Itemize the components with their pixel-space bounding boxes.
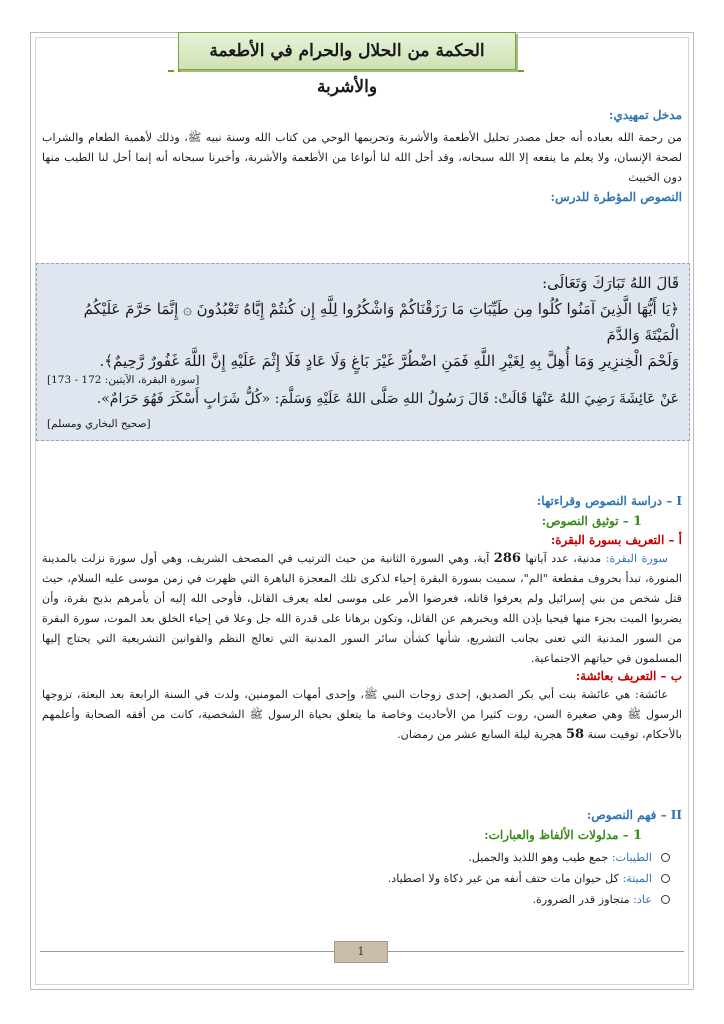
vocab-definition: جمع طيب وهو اللذيذ والجميل. [468,851,612,864]
vocab-definition: متجاوز قدر الضرورة. [532,893,634,906]
aisha-text-part2: هجرية ليلة السابع عشر من رمضان. [397,728,566,741]
hadith-reference: [صحيح البخاري ومسلم] [47,418,151,430]
circle-bullet-icon [661,874,670,883]
circle-bullet-icon [661,895,670,904]
list-item [42,868,682,889]
page-title: الحكمة من الحلال والحرام في الأطعمة والأشربة [178,32,516,70]
section-1-number: I [676,494,682,508]
section-2 [42,808,682,910]
subsection-1-number: 1 [632,514,642,529]
baqara-text-part2: آية، وهي السورة الثانية من حيث الترتيب في المصحف الشريف، وهي أول سورة نزلت بالمدينة المنورة، تبدأ بحروف مقطعة "الم"، سميت بسورة البقرة إحياء لذكرى تلك المعجزة الباهرة التي ظهرت في زمن موسى عليه السلام، حيث قتل شخص من بني إسرائيل ولم يعرفوا قاتله، فعرضوا الأمر على موسى لعله يعرف القاتل، فأوحى الله إليه أن يأمرهم بذبح بقرة، وأن يضربوا الميت بجزء منها فيحيا بإذن الله ويخبرهم عن القاتل، وتكون برهانا على قدرة الله جل وعلا في إحياء الخلق بعد الموت، سورة البقرة من السور المدنية التي تعنى بجانب التشريع، شأنها كشأن سائر السور المدنية التي تعالج النظم والقوانين التشريعية التي يحتاج إليها المسلمون في حياتهم الاجتماعية. [42,552,682,665]
verse-line-2: وَلَحْمَ الْخِنزِيرِ وَمَا أُهِلَّ بِهِ لِغَيْرِ اللَّهِ فَمَنِ اضْطُرَّ غَيْرَ بَاغٍ وَلَا عَادٍ فَلَا إِثْمَ عَلَيْهِ إِنَّ اللَّهَ غَفُورٌ رَّحِيمٌ﴾. [99,352,679,370]
intro-section [42,108,682,204]
verse-reference: [سورة البقرة، الآيتين: 172 - 173] [47,374,200,386]
intro-text: من رحمة الله بعباده أنه جعل مصدر تحليل الأطعمة والأشربة وتحريمها الوحي من كتاب الله وسنة نبيه ﷺ، وذلك لأهمية الطعام والشراب لصحة الإنسان، ولا يعلم ما ينفعه إلا الله سبحانه، وقد أحل الله لنا أنواعا من الأطعمة والأشربة، وأخبرنا سبحانه أنه إنما أحل لنا الطيب منها دون الخبيث [42,131,682,184]
baqara-text [42,549,682,669]
quran-hadith-box [36,263,690,441]
intro-heading: مدخل تمهيدي: [609,108,682,122]
quran-intro: قَالَ اللهُ تَبَارَكَ وَتَعَالَى: [542,274,679,292]
subsection-1-heading [42,514,682,529]
circle-bullet-icon [661,853,670,862]
vocab-definition: كل حيوان مات حتف أنفه من غير ذكاة ولا اصطياد. [387,872,623,885]
list-item [42,847,682,868]
vocab-term: عاد: [633,893,652,906]
baqara-verse-count: 286 [493,551,521,566]
aisha-heading: ب – التعريف بعائشة: [575,669,682,683]
page-number: 1 [334,941,388,963]
section-2-heading [42,808,682,822]
section-1-heading [42,494,682,508]
vocab-term: الميتة: [622,872,652,885]
aisha-text [42,685,682,745]
list-item [42,889,682,910]
vocabulary-list [42,847,682,910]
aisha-text-part1: عائشة: هي عائشة بنت أبي بكر الصديق، إحدى زوجات النبي ﷺ، وإحدى أمهات المومنين، ولدت في السنة الرابعة بعد البعثة، تزوجها الرسول ﷺ وهي صغيرة السن، روت كثيرا من الأحاديث وخاصة ما يتعلق بحياة الرسول ﷺ الشخصية، كانت من أفقه الصحابة وأعلمهم بالأحكام، توفيت سنة [42,688,682,741]
section-1-title: – دراسة النصوص وقراءتها: [536,494,673,508]
subsection-2-heading [42,828,682,843]
section-2-number: II [670,808,682,822]
verse-line-1: ﴿يَا أَيُّهَا الَّذِينَ آمَنُوا كُلُوا مِن طَيِّبَاتِ مَا رَزَقْنَاكُمْ وَاشْكُرُوا لِلَّهِ إِن كُنتُمْ إِيَّاهُ تَعْبُدُونَ ۞ إِنَّمَا حَرَّمَ عَلَيْكُمُ الْمَيْتَةَ وَالدَّمَ [83,300,679,344]
baqara-lead: سورة البقرة: [605,552,668,565]
vocab-term: الطيبات: [611,851,652,864]
subsection-1-title: – توثيق النصوص: [541,514,629,528]
subsection-2-title: – مدلولات الألفاظ والعبارات: [484,828,629,842]
texts-heading: النصوص المؤطرة للدرس: [550,190,682,204]
aisha-death-year: 58 [565,727,585,742]
baqara-heading: أ – التعريف بسورة البقرة: [550,533,682,547]
section-2-title: – فهم النصوص: [586,808,667,822]
subsection-2-number: 1 [632,828,642,843]
section-1 [42,494,682,745]
baqara-text-part1: مدنية، عدد آياتها [520,552,606,565]
hadith-text: عَنْ عَائِشَةَ رَضِيَ اللهُ عَنْهَا قَالَتْ: قَالَ رَسُولُ اللهِ صَلَّى اللهُ عَلَيْهِ وَسَلَّمَ: «كُلُّ شَرَابٍ أَسْكَرَ فَهُوَ حَرَامٌ». [96,391,679,407]
